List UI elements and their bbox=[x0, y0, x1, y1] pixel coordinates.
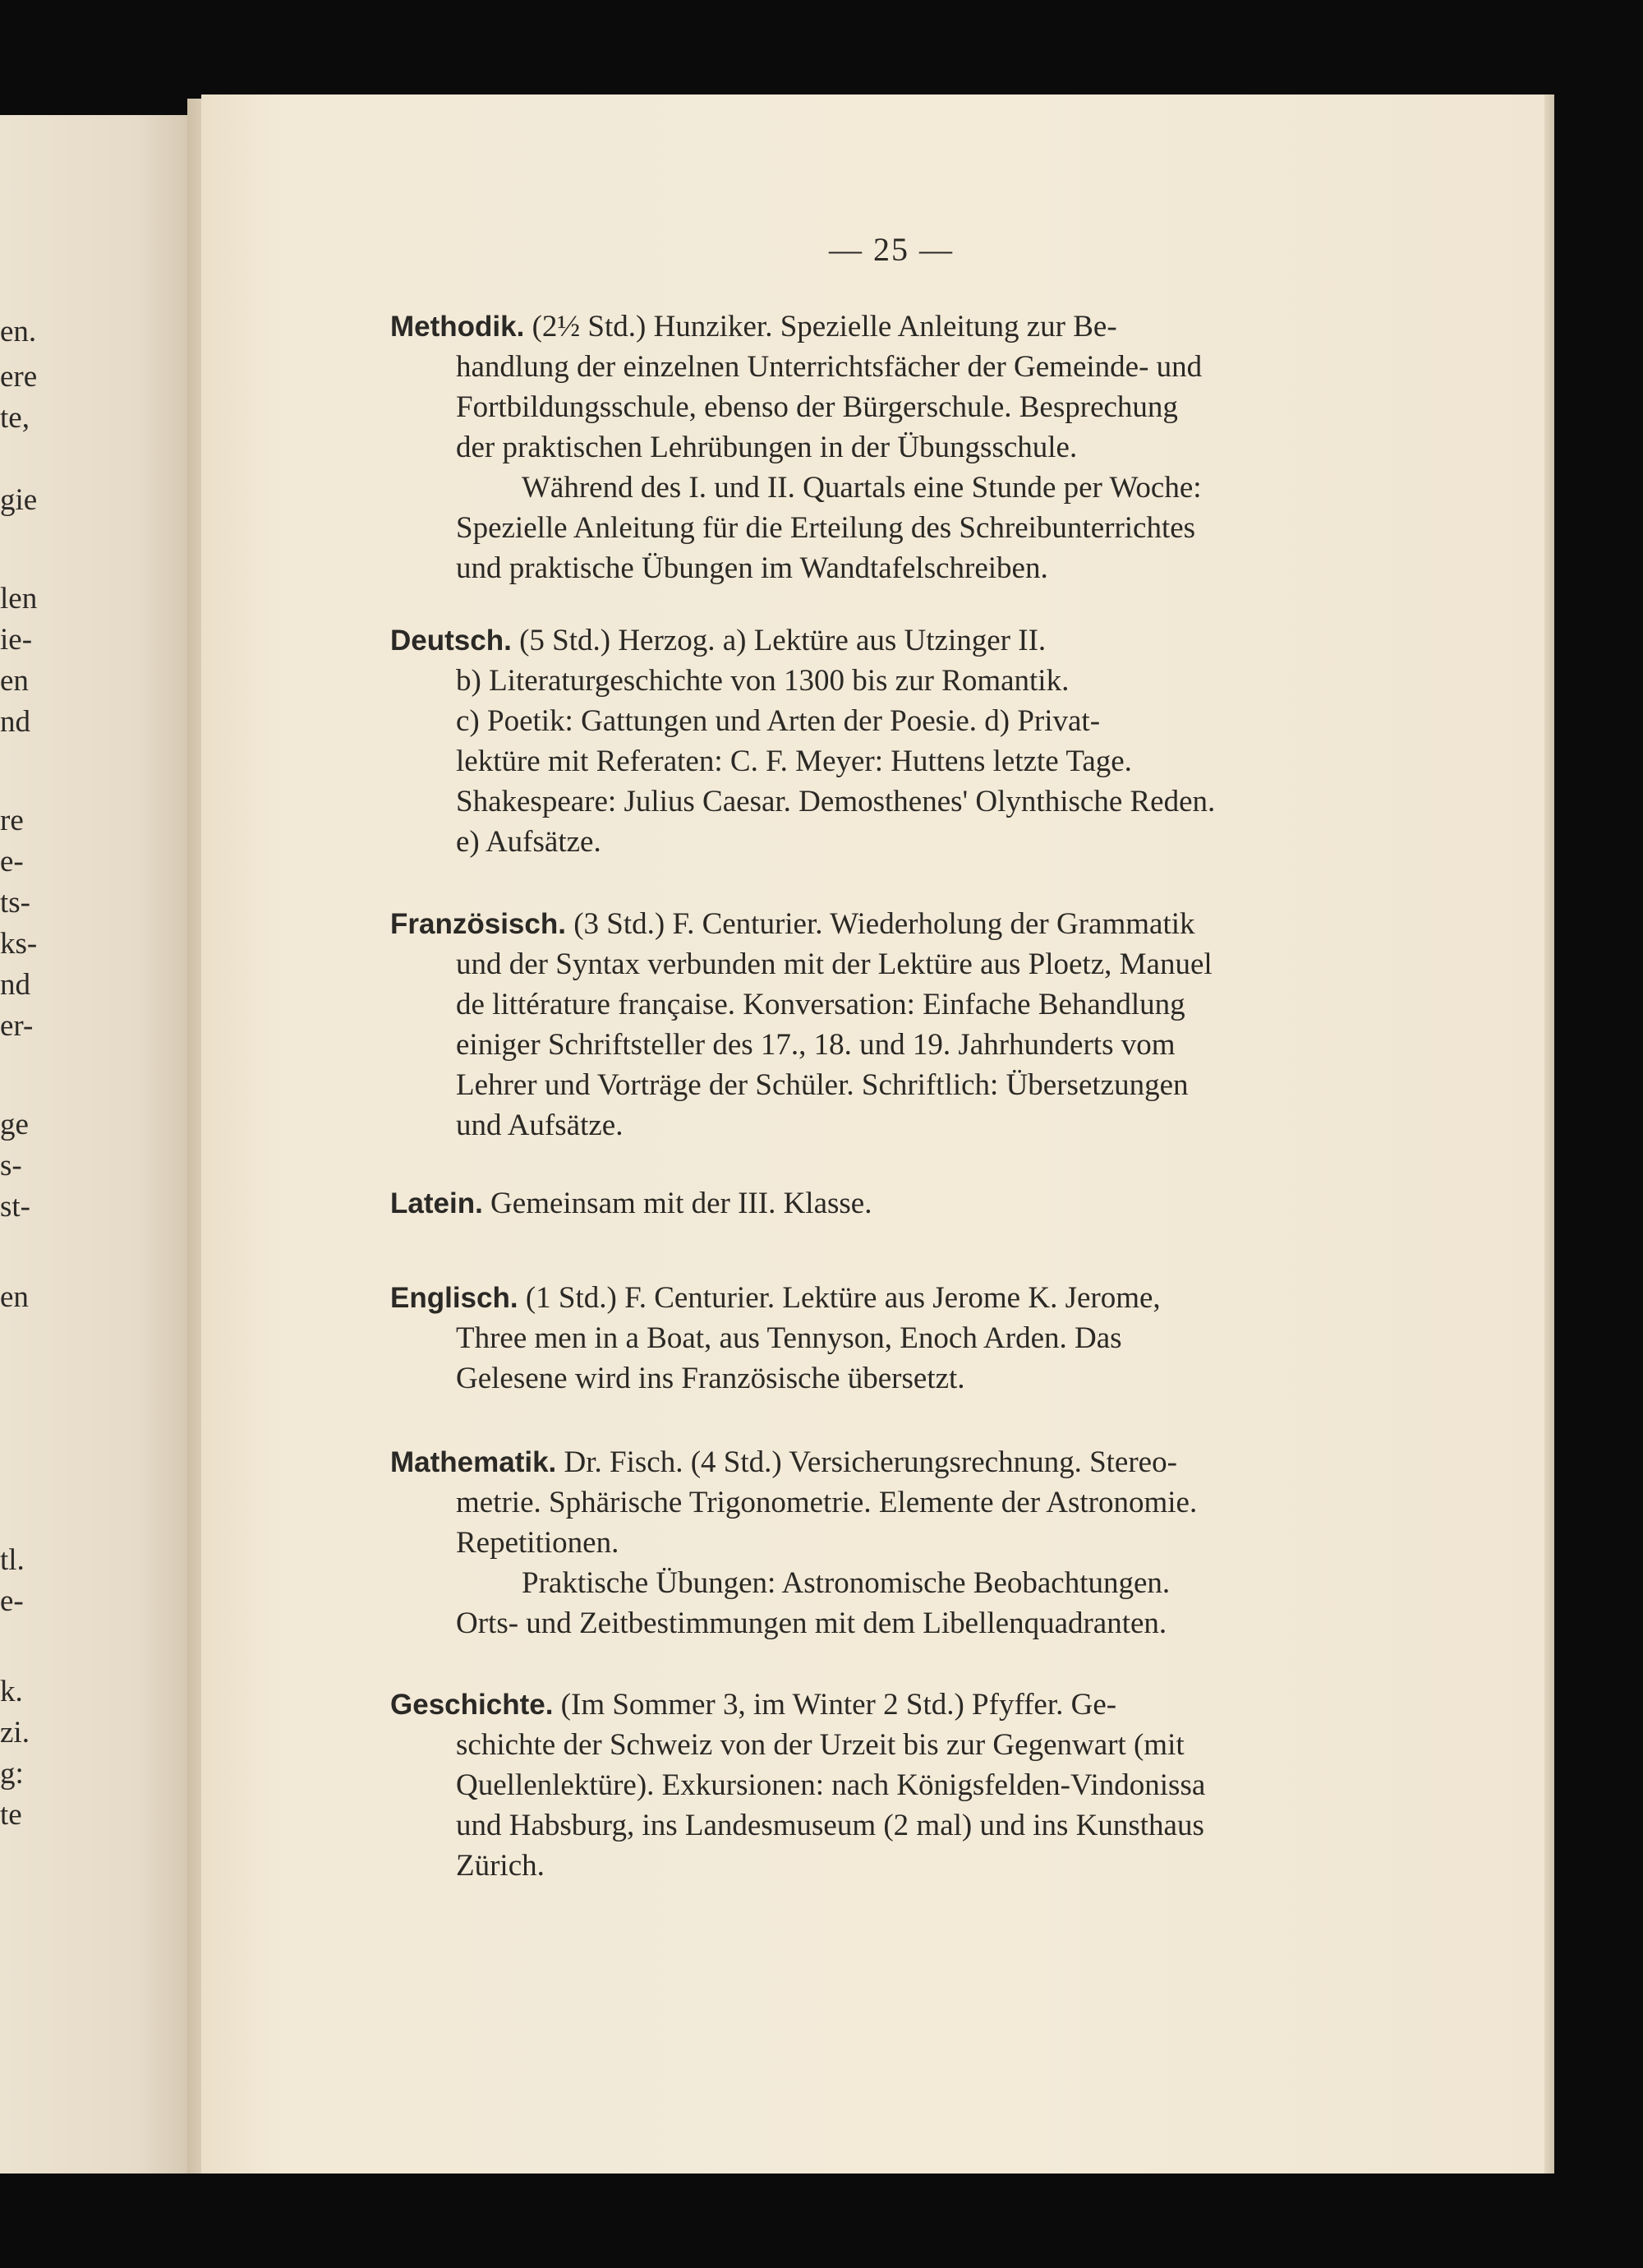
left-fragment: ts- bbox=[0, 886, 30, 920]
left-fragment: st- bbox=[0, 1190, 30, 1224]
section-line: lektüre mit Referaten: C. F. Meyer: Huttens letzte Tage. bbox=[456, 744, 1132, 778]
left-fragment: nd bbox=[0, 705, 30, 739]
section-deutsch bbox=[390, 620, 1549, 862]
section-line: Zürich. bbox=[456, 1849, 545, 1883]
left-fragment: te, bbox=[0, 401, 30, 435]
section-line: und Aufsätze. bbox=[456, 1109, 624, 1142]
section-line: Gemeinsam mit der III. Klasse. bbox=[490, 1187, 872, 1220]
section-line: de littérature française. Konversation: Einfache Behandlung bbox=[456, 988, 1185, 1021]
left-fragment: gie bbox=[0, 483, 38, 517]
left-fragment: len bbox=[0, 582, 38, 615]
left-fragment: tl. bbox=[0, 1543, 25, 1577]
section-line: Dr. Fisch. (4 Std.) Versicherungsrechnung. Stereo- bbox=[564, 1445, 1177, 1479]
section-line: handlung der einzelnen Unterrichtsfächer der Gemeinde- und bbox=[456, 350, 1203, 384]
section-line: (2½ Std.) Hunziker. Spezielle Anleitung zur Be- bbox=[532, 310, 1117, 343]
left-fragment: en bbox=[0, 1280, 29, 1314]
left-facing-page bbox=[0, 115, 197, 2174]
left-page-line-endings bbox=[0, 115, 197, 2174]
left-fragment: er- bbox=[0, 1009, 34, 1043]
section-line: Gelesene wird ins Französische übersetzt. bbox=[456, 1362, 965, 1395]
section-mathematik bbox=[390, 1442, 1549, 1643]
section-franzoesisch bbox=[390, 904, 1549, 1146]
left-fragment: e- bbox=[0, 845, 24, 878]
section-heading: Methodik. bbox=[390, 311, 525, 343]
section-latein bbox=[390, 1183, 1549, 1224]
left-fragment: g: bbox=[0, 1757, 24, 1791]
section-heading: Geschichte. bbox=[390, 1689, 554, 1721]
section-line: Lehrer und Vorträge der Schüler. Schriftlich: Übersetzungen bbox=[456, 1068, 1189, 1102]
section-line: metrie. Sphärische Trigonometrie. Elemente der Astronomie. bbox=[456, 1486, 1198, 1519]
section-englisch bbox=[390, 1278, 1549, 1399]
section-methodik bbox=[390, 307, 1549, 588]
section-line: und Habsburg, ins Landesmuseum (2 mal) und ins Kunsthaus bbox=[456, 1809, 1204, 1842]
section-line: (3 Std.) F. Centurier. Wiederholung der Grammatik bbox=[573, 907, 1195, 941]
section-heading: Latein. bbox=[390, 1187, 483, 1219]
left-fragment: ie- bbox=[0, 623, 33, 657]
section-line: Orts- und Zeitbestimmungen mit dem Libellenquadranten. bbox=[456, 1606, 1167, 1640]
left-fragment: ere bbox=[0, 360, 38, 394]
section-line: Quellenlektüre). Exkursionen: nach Königsfelden-Vindonissa bbox=[456, 1768, 1206, 1802]
left-fragment: en bbox=[0, 664, 29, 698]
left-fragment: k. bbox=[0, 1675, 23, 1708]
section-line: Three men in a Boat, aus Tennyson, Enoch Arden. Das bbox=[456, 1321, 1122, 1355]
section-line: Praktische Übungen: Astronomische Beobachtungen. bbox=[522, 1566, 1171, 1600]
section-line: e) Aufsätze. bbox=[456, 825, 601, 859]
left-fragment: e- bbox=[0, 1584, 24, 1618]
section-heading: Mathematik. bbox=[390, 1446, 557, 1478]
section-line: (5 Std.) Herzog. a) Lektüre aus Utzinger II. bbox=[519, 624, 1047, 657]
section-geschichte bbox=[390, 1685, 1549, 1886]
left-fragment: en. bbox=[0, 315, 37, 348]
section-heading: Englisch. bbox=[390, 1282, 518, 1314]
left-fragment: re bbox=[0, 804, 24, 837]
section-line: Während des I. und II. Quartals eine Stunde per Woche: bbox=[522, 471, 1202, 505]
section-line: einiger Schriftsteller des 17., 18. und 19. Jahrhunderts vom bbox=[456, 1028, 1176, 1062]
left-fragment: s- bbox=[0, 1149, 22, 1182]
section-line: der praktischen Lehrübungen in der Übungsschule. bbox=[456, 431, 1078, 464]
page-number: — 25 — bbox=[829, 231, 954, 268]
section-line: Repetitionen. bbox=[456, 1526, 619, 1560]
page-edge bbox=[1544, 94, 1554, 2174]
left-fragment: te bbox=[0, 1798, 22, 1832]
section-line: und der Syntax verbunden mit der Lektüre aus Ploetz, Manuel bbox=[456, 947, 1213, 981]
section-line: Spezielle Anleitung für die Erteilung des Schreibunterrichtes bbox=[456, 511, 1196, 545]
section-line: b) Literaturgeschichte von 1300 bis zur Romantik. bbox=[456, 664, 1070, 698]
left-fragment: ks- bbox=[0, 927, 38, 961]
section-heading: Französisch. bbox=[390, 908, 566, 940]
section-line: und praktische Übungen im Wandtafelschreiben. bbox=[456, 551, 1048, 585]
section-line: (1 Std.) F. Centurier. Lektüre aus Jerome K. Jerome, bbox=[525, 1281, 1161, 1315]
section-line: Fortbildungsschule, ebenso der Bürgerschule. Besprechung bbox=[456, 390, 1178, 424]
left-fragment: nd bbox=[0, 968, 30, 1002]
section-line: (Im Sommer 3, im Winter 2 Std.) Pfyffer. Ge- bbox=[560, 1688, 1117, 1722]
section-line: schichte der Schweiz von der Urzeit bis zur Gegenwart (mit bbox=[456, 1728, 1185, 1762]
section-line: c) Poetik: Gattungen und Arten der Poesie. d) Privat- bbox=[456, 704, 1101, 738]
left-fragment: ge bbox=[0, 1108, 29, 1141]
right-page bbox=[201, 94, 1553, 2174]
left-fragment: zi. bbox=[0, 1716, 30, 1749]
section-heading: Deutsch. bbox=[390, 625, 512, 657]
section-line: Shakespeare: Julius Caesar. Demosthenes' Olynthische Reden. bbox=[456, 785, 1216, 818]
